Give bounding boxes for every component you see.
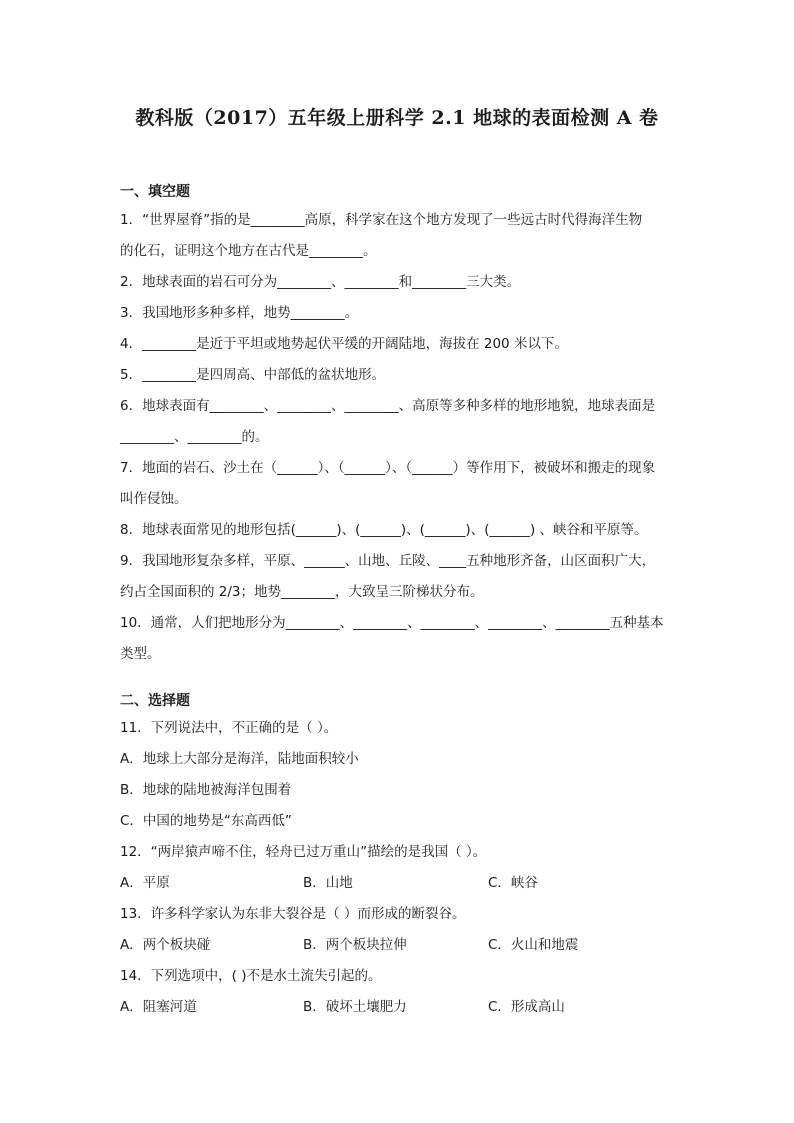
question-2: 2．地球表面的岩石可分为________、________和________三大类。: [120, 274, 521, 290]
question-11-option-b: B．地球的陆地被海洋包围着: [120, 782, 292, 798]
question-10-line-2: 类型。: [120, 646, 161, 662]
section-fill-blank-heading: 一、填空题: [120, 184, 190, 200]
question-12: 12．“两岸猿声啼不住，轻舟已过万重山”描绘的是我国（ ）。: [120, 844, 487, 860]
question-5: 5．________是四周高、中部低的盆状地形。: [120, 367, 386, 383]
question-12-option-a: A．平原: [120, 875, 170, 891]
question-3: 3．我国地形多种多样，地势________。: [120, 305, 359, 321]
question-10-line-1: 10．通常，人们把地形分为________、________、________、________、________五种基本: [120, 615, 664, 631]
question-11: 11．下列说法中，不正确的是（ ）。: [120, 720, 338, 736]
page-title: 教科版（2017）五年级上册科学 2.1 地球的表面检测 A 卷: [135, 107, 659, 129]
question-14-option-c: C．形成高山: [488, 999, 565, 1015]
question-14: 14．下列选项中，( )不是水土流失引起的。: [120, 968, 382, 984]
question-11-option-c: C．中国的地势是“东高西低”: [120, 813, 292, 829]
question-12-option-c: C．峡谷: [488, 875, 538, 891]
question-4: 4．________是近于平坦或地势起伏平缓的开阔陆地，海拔在 200 米以下。: [120, 336, 568, 352]
question-9-line-1: 9．我国地形复杂多样，平原、______、山地、丘陵、____五种地形齐备，山区面积广大，: [120, 553, 656, 569]
question-1-line-2: 的化石，证明这个地方在古代是________。: [120, 243, 377, 259]
question-13: 13．许多科学家认为东非大裂谷是（ ）而形成的断裂谷。: [120, 906, 466, 922]
question-13-option-b: B．两个板块拉伸: [303, 937, 407, 953]
question-7-line-1: 7．地面的岩石、沙土在（______）、（______）、（______）等作用下，被破坏和搬走的现象: [120, 460, 656, 476]
question-12-option-b: B．山地: [303, 875, 353, 891]
question-9-line-2: 约占全国面积的 2/3；地势________，大致呈三阶梯状分布。: [120, 584, 484, 600]
question-13-option-a: A．两个板块碰: [120, 937, 211, 953]
question-11-option-a: A．地球上大部分是海洋，陆地面积较小: [120, 751, 359, 767]
question-8: 8．地球表面常见的地形包括(______)、(______)、(______)、(______) 、峡谷和平原等。: [120, 522, 648, 538]
question-13-option-c: C．火山和地震: [488, 937, 579, 953]
question-1-line-1: 1．“世界屋脊”指的是________高原，科学家在这个地方发现了一些远古时代得海洋生物: [120, 212, 643, 228]
question-7-line-2: 叫作侵蚀。: [120, 491, 188, 507]
question-6-line-2: ________、________的。: [120, 429, 269, 445]
question-6-line-1: 6．地球表面有________、________、________、高原等多种多样的地形地貌，地球表面是: [120, 398, 656, 414]
question-14-option-a: A．阻塞河道: [120, 999, 197, 1015]
question-14-option-b: B．破坏土壤肥力: [303, 999, 407, 1015]
section-choice-heading: 二、选择题: [120, 693, 190, 709]
